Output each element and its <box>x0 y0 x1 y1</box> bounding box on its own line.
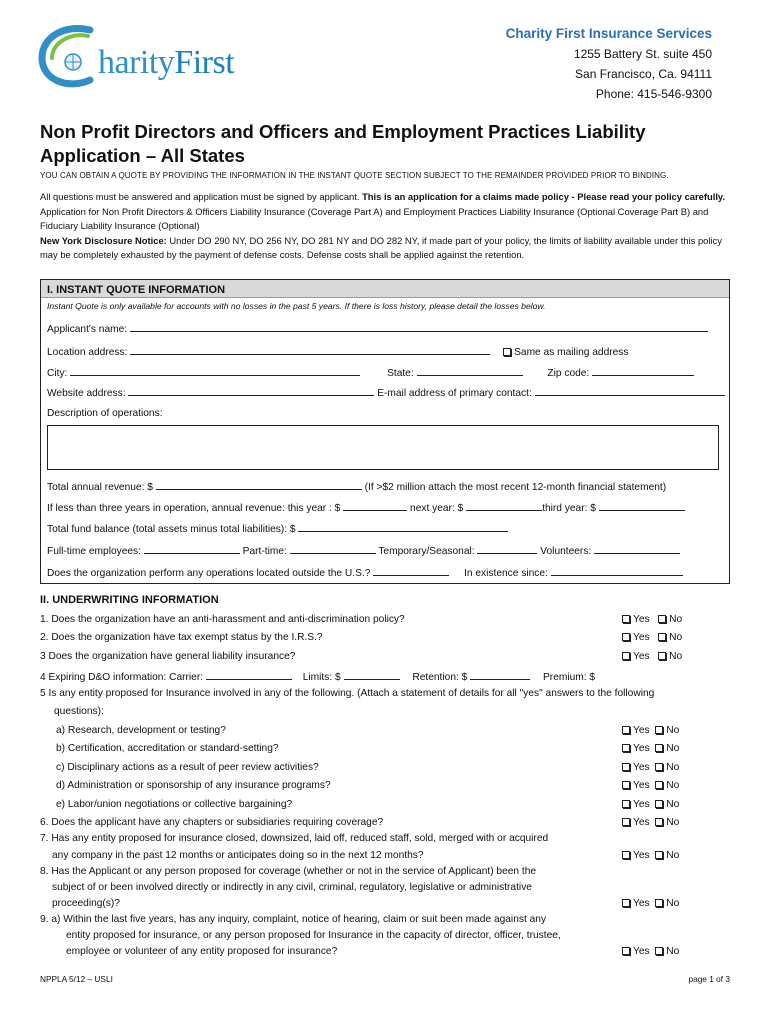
q2-yes-no <box>622 632 682 643</box>
question-3: 3 Does the organization have general liability insurance? <box>40 651 296 662</box>
city-row <box>47 366 694 379</box>
fund-balance-label: Total fund balance (total assets minus total liabilities): $ <box>47 524 296 535</box>
question-8-cont-2: proceeding(s)? <box>52 898 120 909</box>
next-year-field[interactable] <box>466 501 542 511</box>
yes-label: Yes <box>633 762 650 773</box>
question-4 <box>40 670 595 683</box>
question-9: 9. a) Within the last five years, has any inquiry, complaint, notice of hearing, claim or suit been made against any <box>40 914 547 925</box>
location-row <box>47 345 629 358</box>
state-label: State: <box>387 368 414 379</box>
no-label: No <box>669 651 683 662</box>
zip-label: Zip code: <box>547 368 590 379</box>
same-as-mailing-checkbox[interactable] <box>503 348 511 356</box>
q4-retention-field[interactable] <box>470 670 530 680</box>
q7-yes-checkbox[interactable] <box>622 851 630 859</box>
q7-yes-no <box>622 850 679 861</box>
volunteers-field[interactable] <box>594 544 680 554</box>
revenue-field[interactable] <box>156 480 362 490</box>
q9-no-checkbox[interactable] <box>655 947 663 955</box>
less-three-label: If less than three years in operation, annual revenue: this year : $ <box>47 503 341 514</box>
q5a-yes-checkbox[interactable] <box>622 726 630 734</box>
this-year-field[interactable] <box>343 501 407 511</box>
no-label: No <box>666 850 680 861</box>
section2-heading: II. UNDERWRITING INFORMATION <box>40 594 219 606</box>
company-info <box>506 24 712 104</box>
q4-carrier-field[interactable] <box>206 670 292 680</box>
q9-yes-checkbox[interactable] <box>622 947 630 955</box>
q5c-yes-checkbox[interactable] <box>622 763 630 771</box>
q4-premium-label: Premium: $ <box>543 672 596 683</box>
yes-label: Yes <box>633 632 650 643</box>
q5c-yes-no <box>622 762 679 773</box>
q4-limits-label: Limits: $ <box>302 672 341 683</box>
outside-us-label: Does the organization perform any operations located outside the U.S.? <box>47 568 371 579</box>
applicant-name-row <box>47 322 708 335</box>
form-id: NPPLA 5/12 – USLI <box>40 974 113 984</box>
location-address-label: Location address: <box>47 347 128 358</box>
website-row <box>47 386 725 399</box>
company-address-2: San Francisco, Ca. 94111 <box>575 67 712 81</box>
existence-field[interactable] <box>551 566 683 576</box>
applicant-name-label: Applicant's name: <box>47 324 128 335</box>
question-5c: c) Disciplinary actions as a result of peer review activities? <box>56 762 319 773</box>
fulltime-field[interactable] <box>144 544 240 554</box>
email-label: E-mail address of primary contact: <box>377 388 532 399</box>
q5d-no-checkbox[interactable] <box>655 781 663 789</box>
q6-no-checkbox[interactable] <box>655 818 663 826</box>
intro-p1c: Application for Non Profit Directors & Officers Liability Insurance (Coverage Part A) and Employment Practices Liability Insurance (Optional Coverage Part B) and Fiduciary Liability Insurance (Optional) <box>40 205 709 231</box>
yes-label: Yes <box>633 817 650 828</box>
city-field[interactable] <box>70 366 360 376</box>
question-5b: b) Certification, accreditation or standard-setting? <box>56 743 279 754</box>
q1-yes-checkbox[interactable] <box>622 615 630 623</box>
q3-yes-no <box>622 651 682 662</box>
question-5e: e) Labor/union negotiations or collective bargaining? <box>56 799 293 810</box>
question-6: 6. Does the applicant have any chapters or subsidiaries requiring coverage? <box>40 817 384 828</box>
yes-label: Yes <box>633 850 650 861</box>
parttime-field[interactable] <box>290 544 376 554</box>
charity-first-logo <box>38 22 268 92</box>
fulltime-label: Full-time employees: <box>47 546 141 557</box>
yes-label: Yes <box>633 725 650 736</box>
no-label: No <box>669 614 683 625</box>
yes-label: Yes <box>633 614 650 625</box>
section1-note: Instant Quote is only available for accounts with no losses in the past 5 years. If there is loss history, please detail the losses below. <box>47 301 546 311</box>
q5d-yes-no <box>622 780 679 791</box>
q8-yes-no <box>622 898 679 909</box>
q1-no-checkbox[interactable] <box>658 615 666 623</box>
intro-text <box>40 190 730 263</box>
no-label: No <box>666 780 680 791</box>
no-label: No <box>666 946 680 957</box>
applicant-name-field[interactable] <box>130 322 708 332</box>
same-as-mailing-label: Same as mailing address <box>514 347 629 358</box>
q6-yes-checkbox[interactable] <box>622 818 630 826</box>
q5d-yes-checkbox[interactable] <box>622 781 630 789</box>
state-field[interactable] <box>417 366 523 376</box>
no-label: No <box>666 762 680 773</box>
revenue-note: (If >$2 million attach the most recent 12-month financial statement) <box>364 482 667 493</box>
q3-yes-checkbox[interactable] <box>622 652 630 660</box>
intro-p1b: This is an application for a claims made policy - Please read your policy carefully. <box>362 191 726 202</box>
revenue-label: Total annual revenue: $ <box>47 482 153 493</box>
question-5d: d) Administration or sponsorship of any insurance programs? <box>56 780 331 791</box>
temporary-label: Temporary/Seasonal: <box>378 546 475 557</box>
q6-yes-no <box>622 817 679 828</box>
instant-quote-section <box>40 279 730 584</box>
question-7-cont: any company in the past 12 months or anticipates doing so in the next 12 months? <box>52 850 424 861</box>
question-5-cont: questions): <box>54 706 104 717</box>
q8-yes-checkbox[interactable] <box>622 899 630 907</box>
question-7: 7. Has any entity proposed for insurance closed, downsized, laid off, reduced staff, sold, merged with or acquired <box>40 833 549 844</box>
yes-label: Yes <box>633 743 650 754</box>
outside-us-field[interactable] <box>373 566 449 576</box>
location-address-field[interactable] <box>130 345 490 355</box>
yes-label: Yes <box>633 898 650 909</box>
employees-row <box>47 544 680 557</box>
q5b-yes-no <box>622 743 679 754</box>
outside-us-row <box>47 566 683 579</box>
page-number: page 1 of 3 <box>688 974 730 984</box>
q1-yes-no <box>622 614 682 625</box>
page-title: Non Profit Directors and Officers and Employment Practices Liability Application – All States <box>40 121 646 166</box>
existence-label: In existence since: <box>464 568 548 579</box>
revenue-row <box>47 480 666 493</box>
q8-no-checkbox[interactable] <box>655 899 663 907</box>
yes-label: Yes <box>633 780 650 791</box>
less-three-row <box>47 501 685 514</box>
volunteers-label: Volunteers: <box>540 546 592 557</box>
logo-charity-text: harity <box>98 44 175 81</box>
company-phone: Phone: 415-546-9300 <box>595 87 712 101</box>
question-8: 8. Has the Applicant or any person proposed for coverage (whether or not in the service of Applicant) been the <box>40 866 537 877</box>
yes-label: Yes <box>633 946 650 957</box>
question-5a: a) Research, development or testing? <box>56 725 226 736</box>
next-year-label: next year: $ <box>410 503 464 514</box>
third-year-label: third year: $ <box>542 503 596 514</box>
website-field[interactable] <box>128 386 374 396</box>
city-label: City: <box>47 368 68 379</box>
q5e-yes-checkbox[interactable] <box>622 800 630 808</box>
question-1: 1. Does the organization have an anti-harassment and anti-discrimination policy? <box>40 614 405 625</box>
q7-no-checkbox[interactable] <box>655 851 663 859</box>
no-label: No <box>666 898 680 909</box>
q5a-no-checkbox[interactable] <box>655 726 663 734</box>
no-label: No <box>666 743 680 754</box>
intro-p2b: Under DO 290 NY, DO 256 NY, DO 281 NY and DO 282 NY, if made part of your policy, the limits of liability available under this policy may be completely exhausted by the payment of defense costs. Defense costs shall be applied against the retention. <box>40 234 722 260</box>
company-address-1: 1255 Battery St. suite 450 <box>573 47 712 61</box>
section1-heading: I. INSTANT QUOTE INFORMATION <box>41 280 729 298</box>
question-8-cont-1: subject of or been involved directly or indirectly in any civil, criminal, regulatory, legislative or administrative <box>52 882 532 893</box>
q2-yes-checkbox[interactable] <box>622 633 630 641</box>
q9-yes-no <box>622 946 679 957</box>
parttime-label: Part-time: <box>242 546 287 557</box>
logo-first-text: First <box>174 44 235 81</box>
intro-p2a: New York Disclosure Notice: <box>40 234 167 246</box>
company-name: Charity First Insurance Services <box>505 26 712 41</box>
q3-no-checkbox[interactable] <box>658 652 666 660</box>
q4-retention-label: Retention: $ <box>412 672 468 683</box>
q5c-no-checkbox[interactable] <box>655 763 663 771</box>
third-year-field[interactable] <box>599 501 685 511</box>
intro-p1a: All questions must be answered and application must be signed by applicant. <box>40 191 363 202</box>
fund-balance-row <box>47 522 508 535</box>
temporary-field[interactable] <box>477 544 537 554</box>
no-label: No <box>666 799 680 810</box>
yes-label: Yes <box>633 799 650 810</box>
q5e-no-checkbox[interactable] <box>655 800 663 808</box>
email-field[interactable] <box>535 386 725 396</box>
no-label: No <box>669 632 683 643</box>
question-9-cont-1: entity proposed for insurance, or any person proposed for Insurance in the capacity of director, officer, trustee, <box>66 930 561 941</box>
question-9-cont-2: employee or volunteer of any entity proposed for insurance? <box>66 946 338 957</box>
zip-field[interactable] <box>592 366 694 376</box>
no-label: No <box>666 817 680 828</box>
fund-balance-field[interactable] <box>298 522 508 532</box>
description-textarea[interactable] <box>47 425 719 470</box>
q5b-no-checkbox[interactable] <box>655 744 663 752</box>
q5a-yes-no <box>622 725 679 736</box>
yes-label: Yes <box>633 651 650 662</box>
website-label: Website address: <box>47 388 126 399</box>
q5e-yes-no <box>622 799 679 810</box>
question-5: 5 Is any entity proposed for Insurance involved in any of the following. (Attach a statement of details for all "yes" answers to the following <box>40 688 655 699</box>
description-label: Description of operations: <box>47 408 163 419</box>
page-subtitle: YOU CAN OBTAIN A QUOTE BY PROVIDING THE INFORMATION IN THE INSTANT QUOTE SECTION SUBJECT TO THE REMAINDER PROVIDED PRIOR TO BINDING. <box>40 171 669 180</box>
q4-carrier-label: 4 Expiring D&O information: Carrier: <box>40 672 204 683</box>
q4-limits-field[interactable] <box>344 670 400 680</box>
question-2: 2. Does the organization have tax exempt status by the I.R.S.? <box>40 632 323 643</box>
q2-no-checkbox[interactable] <box>658 633 666 641</box>
no-label: No <box>666 725 680 736</box>
q5b-yes-checkbox[interactable] <box>622 744 630 752</box>
